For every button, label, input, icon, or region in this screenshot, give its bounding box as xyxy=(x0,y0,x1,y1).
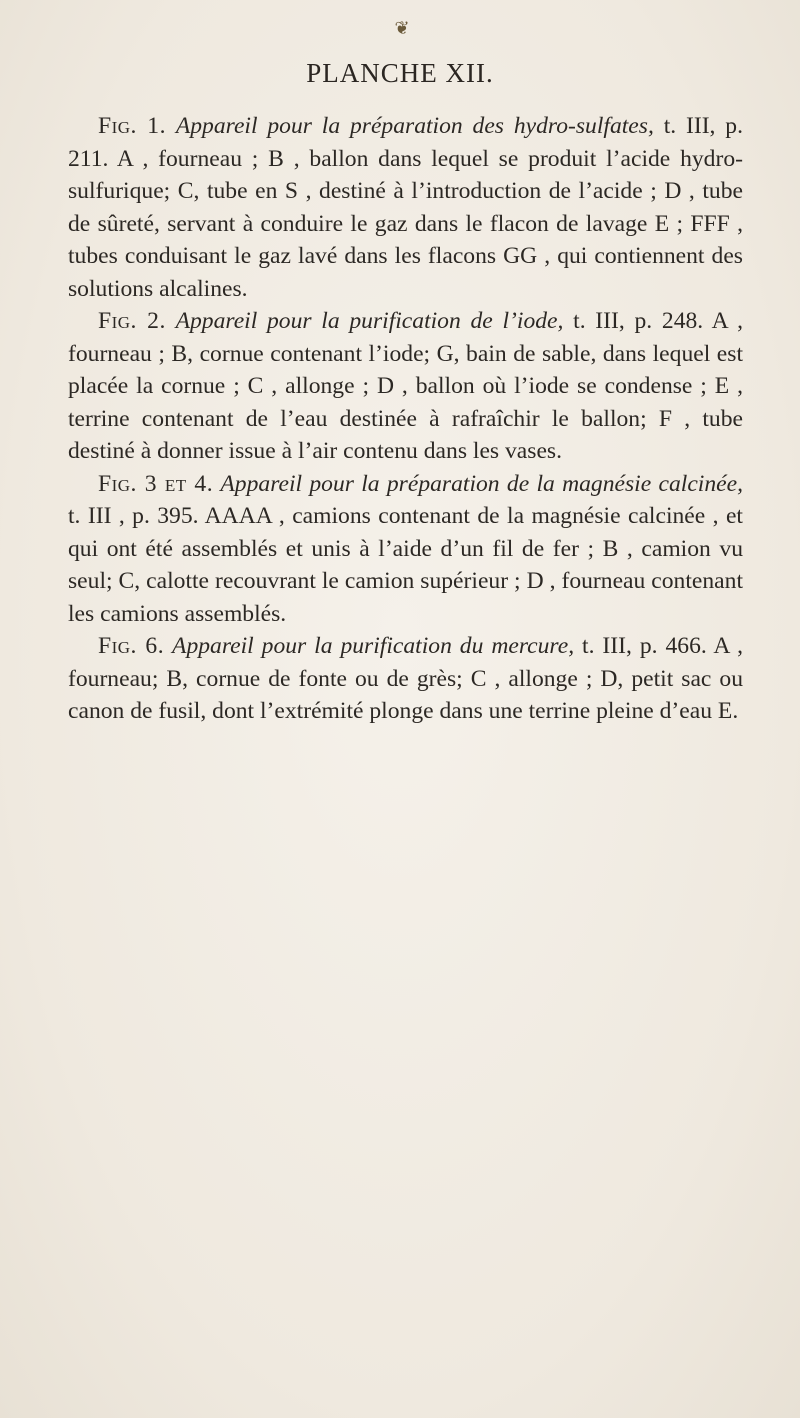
figure-description: t. III, p. 248. A , fourneau ; B, cornue contenant l’iode; G, bain de sable, dans lequel est placée la cornue ; C , allonge ; D , ballon où l’iode se condense ; E , terrine contenant de l’eau destinée à rafraîchir le ballon; F , tube destiné à donner issue à l’air contenu dans les vases. xyxy=(68,308,743,464)
figure-title: Appareil pour la purification du mercure, xyxy=(172,633,575,659)
figure-description: t. III, p. 466. A , fourneau; B, cornue de fonte ou de grès; C , allonge ; D, petit sac ou canon de fusil, dont l’extrémité plonge dans une terrine pleine d’eau E. xyxy=(68,633,743,724)
figure-label: Fig. 1. xyxy=(98,113,166,139)
figure-title: Appareil pour la purification de l’iode, xyxy=(175,308,564,334)
figure-description: t. III , p. 395. AAAA , camions contenant de la magnésie calcinée , et qui ont été assemblés et unis à l’aide d’un fil de fer ; B , camion vu seul; C, calotte recouvrant le camion supérieur ; D , fourneau contenant les camions assemblés. xyxy=(68,503,743,627)
figure-label: Fig. 2. xyxy=(98,308,166,334)
figure-entry-2 xyxy=(68,305,743,468)
figure-descriptions xyxy=(68,110,743,728)
figure-label: Fig. 6. xyxy=(98,633,165,659)
figure-label: Fig. 3 et 4. xyxy=(98,470,214,497)
figure-description: t. III, p. 211. A , fourneau ; B , ballon dans lequel se produit l’acide hydro-sulfurique; C, tube en S , destiné à l’introduction de l’acide ; D , tube de sûreté, servant à conduire le gaz dans le flacon de lavage E ; FFF , tubes conduisant le gaz lavé dans les flacons GG , qui contiennent des solutions alcalines. xyxy=(68,113,743,302)
plate-title: PLANCHE XII. xyxy=(306,58,494,88)
figure-entry-6 xyxy=(68,630,743,728)
figure-entry-1 xyxy=(68,110,743,305)
figure-entry-3-4 xyxy=(68,468,743,631)
figure-title: Appareil pour la préparation des hydro-sulfates, xyxy=(175,113,654,139)
figure-title: Appareil pour la préparation de la magnésie calcinée, xyxy=(220,470,743,497)
ornament-icon: ❦ xyxy=(394,18,410,39)
